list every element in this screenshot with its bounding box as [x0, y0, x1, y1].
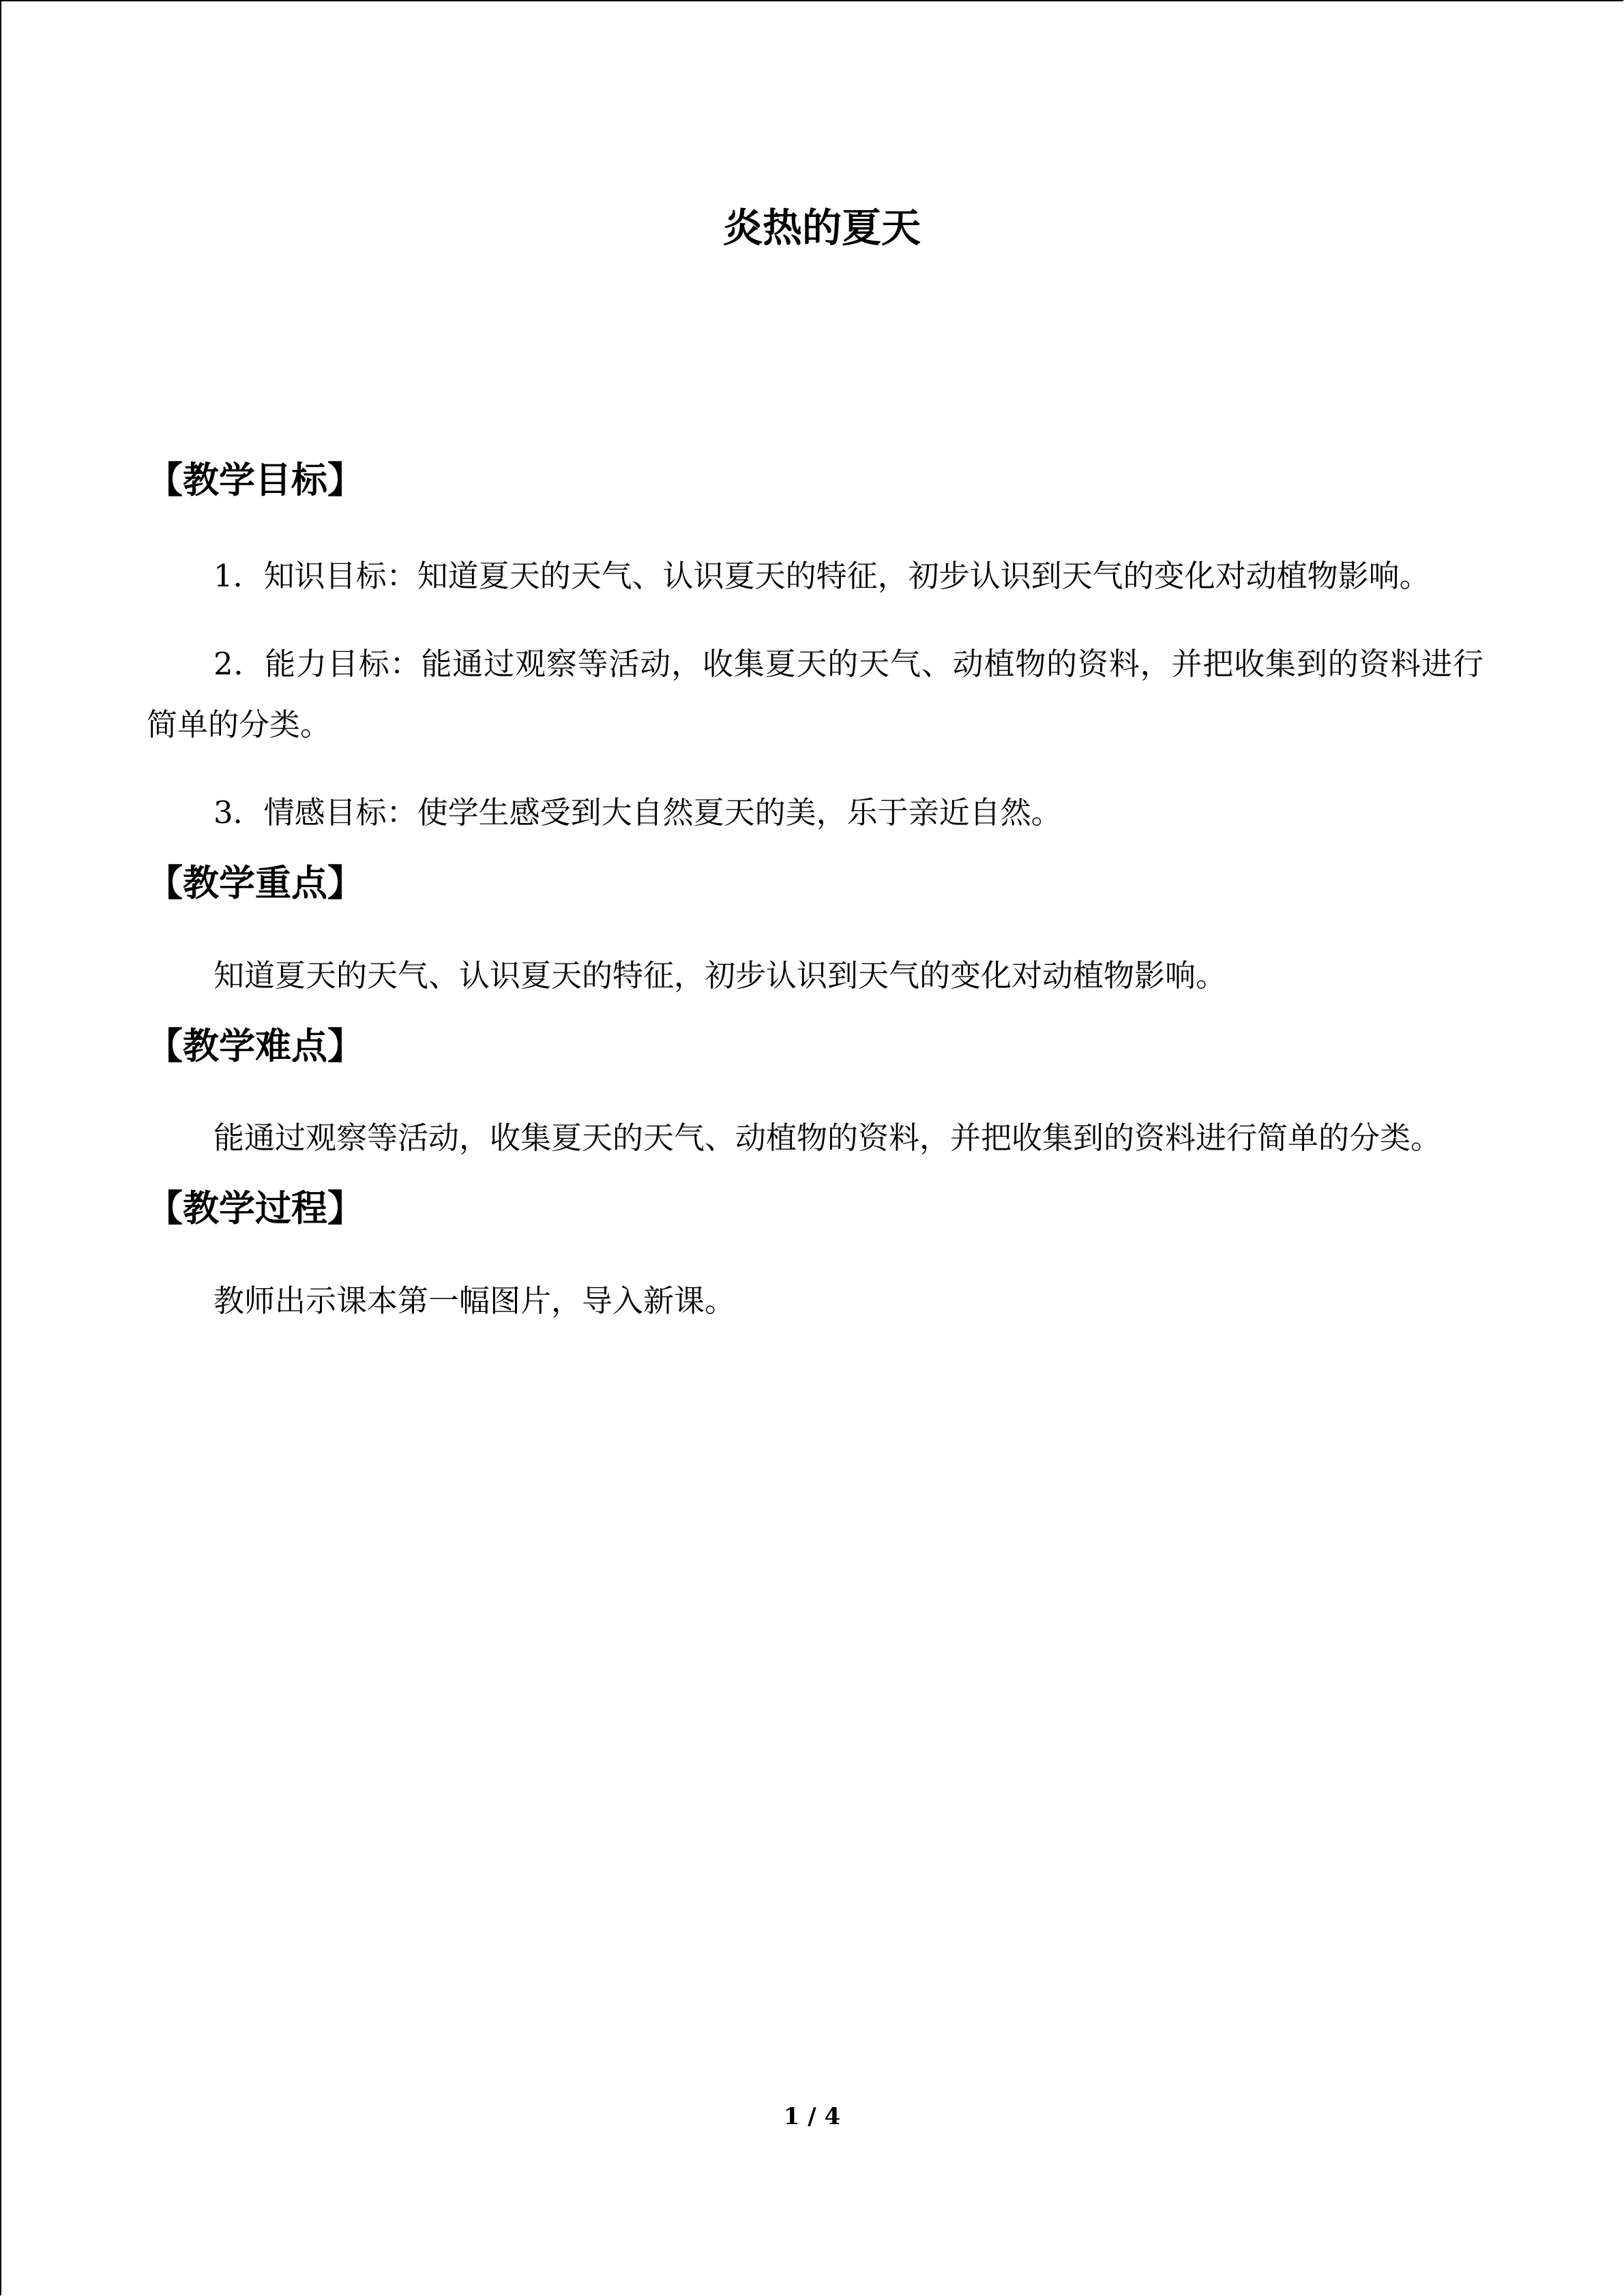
section-heading-key-points: 【教学重点】 [147, 862, 364, 905]
section-heading-process: 【教学过程】 [147, 1187, 364, 1230]
difficulties-text: 能通过观察等活动，收集夏天的天气、动植物的资料，并把收集到的资料进行简单的分类。 [213, 1120, 1442, 1157]
section-heading-difficulties: 【教学难点】 [147, 1024, 364, 1067]
document-title: 炎热的夏天 [722, 205, 921, 251]
process-text: 教师出示课本第一幅图片，导入新课。 [213, 1282, 736, 1319]
objective-item-1: 1．知识目标：知道夏天的天气、认识夏天的特征，初步认识到天气的变化对动植物影响。 [213, 558, 1430, 595]
page-number: 1 / 4 [783, 2103, 841, 2130]
objective-item-2: 2．能力目标：能通过观察等活动，收集夏天的天气、动植物的资料，并把收集到的资料进行简单的分类。 [147, 646, 1483, 743]
objective-item-3: 3．情感目标：使学生感受到大自然夏天的美，乐于亲近自然。 [213, 794, 1062, 831]
section-heading-objectives: 【教学目标】 [147, 458, 364, 501]
key-points-text: 知道夏天的天气、认识夏天的特征，初步认识到天气的变化对动植物影响。 [213, 957, 1227, 994]
document-body [147, 205, 1483, 1331]
